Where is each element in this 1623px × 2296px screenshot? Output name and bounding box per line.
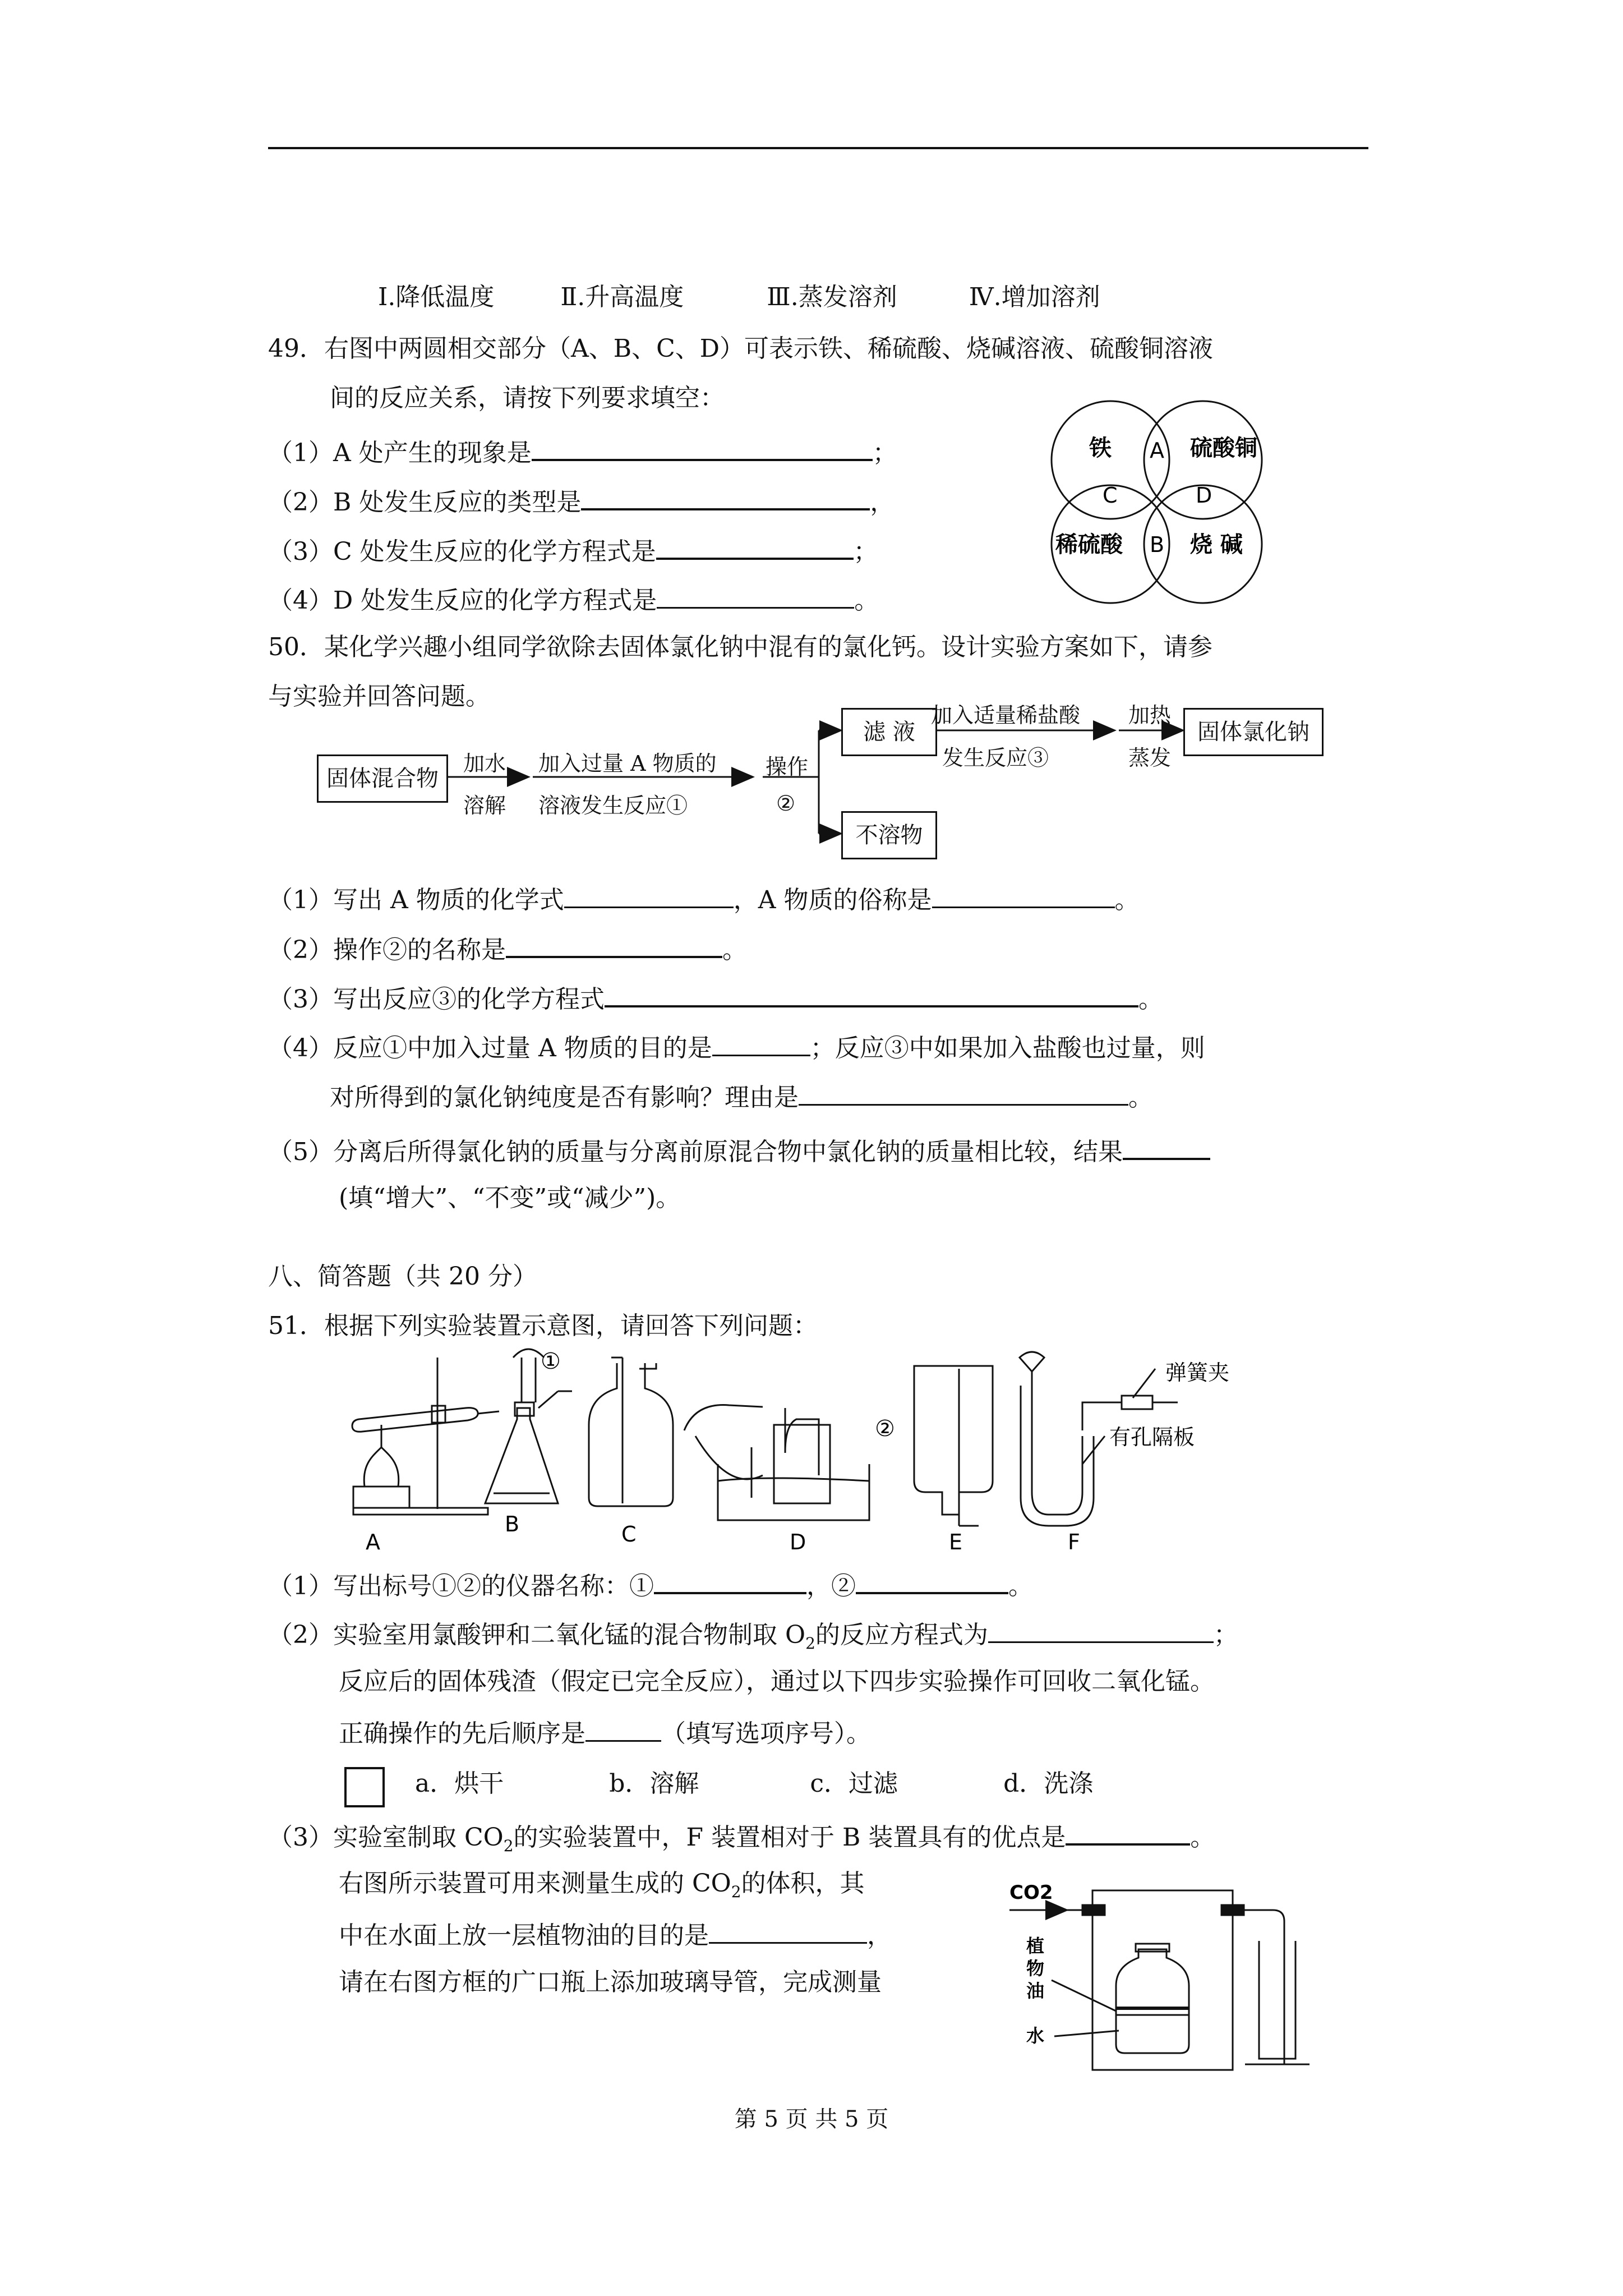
apparatus-label-c: C	[621, 1522, 637, 1547]
q50-item-1-text-b: ，A 物质的俗称是	[733, 886, 932, 914]
q50-answer-1b[interactable]	[932, 881, 1115, 908]
q51-item-3-line-2-text-b: 的体积，其	[741, 1869, 865, 1898]
apparatus-e	[914, 1366, 993, 1526]
venn-label-d: D	[1196, 483, 1212, 508]
q51-item-3-line-3-text-a: 中在水面上放一层植物油的目的是	[339, 1921, 709, 1950]
q51-item-2-line-2: 反应后的固体残渣（假定已完全反应），通过以下四步实验操作可回收二氧化锰。	[339, 1667, 1215, 1696]
q49-item-1-text: （1）A 处产生的现象是	[268, 439, 532, 467]
q51-step-a: a．烘干	[415, 1769, 504, 1798]
venn-label-caustic-soda: 烧 碱	[1190, 532, 1243, 558]
q51-item-3-line-2	[339, 1867, 865, 1909]
flow-step4-bottom: 发生反应③	[942, 746, 1049, 770]
q50-stem-1: 50．某化学兴趣小组同学欲除去固体氯化钠中混有的氯化钙。设计实验方案如下，请参	[268, 633, 1212, 661]
q50-answer-3[interactable]	[605, 979, 1138, 1007]
q50-item-1-text-a: （1）写出 A 物质的化学式	[268, 886, 564, 914]
q50-item-5-line-2: (填“增大”、“不变”或“减少”)。	[339, 1184, 681, 1212]
q51-step-b: b．溶解	[609, 1769, 699, 1798]
q51-item-1-text-a: （1）写出标号①②的仪器名称：①	[268, 1572, 654, 1600]
flow-step5-top: 加热	[1128, 703, 1172, 728]
q49-stem-2: 间的反应关系，请按下列要求填空：	[330, 384, 725, 412]
q50-item-3-text-a: （3）写出反应③的化学方程式	[268, 985, 605, 1014]
q50-item-2-text-b: 。	[722, 936, 747, 964]
q50-item-4-text-a: （4）反应①中加入过量 A 物质的目的是	[268, 1034, 712, 1062]
q51-stem: 51．根据下列实验装置示意图，请回答下列问题：	[268, 1312, 818, 1340]
q51-item-2-text-b: 的反应方程式为	[815, 1621, 988, 1649]
co2-measure-figure	[998, 1868, 1312, 2076]
q51-item-1-text-b: ，②	[806, 1572, 856, 1600]
q51-answer-1a[interactable]	[654, 1566, 806, 1594]
apparatus-label-e: E	[949, 1530, 963, 1554]
venn-label-b: B	[1150, 532, 1165, 557]
q51-item-3-text-a: （3）实验室制取 CO	[268, 1823, 504, 1852]
venn-label-a: A	[1150, 438, 1164, 463]
q51-answer-3a[interactable]	[1066, 1818, 1190, 1846]
q51-item-1-text-c: 。	[1008, 1572, 1033, 1600]
flow-step2-bottom: 溶液发生反应①	[538, 793, 688, 818]
page-footer: 第 5 页 共 5 页	[734, 2106, 889, 2132]
apparatus-label-circle-2: ②	[875, 1416, 895, 1442]
flow-step4-top: 加入适量稀盐酸	[931, 703, 1081, 728]
q51-item-3-line-2-text-a: 右图所示装置可用来测量生成的 CO	[339, 1869, 731, 1898]
q51-item-3-line-4: 请在右图方框的广口瓶上添加玻璃导管，完成测量	[339, 1968, 882, 1996]
co2-label: CO2	[1009, 1881, 1053, 1904]
apparatus-label-circle-1: ①	[541, 1349, 561, 1374]
apparatus-label-f: F	[1068, 1530, 1080, 1554]
q51-item-2	[268, 1616, 1238, 1660]
q50-item-4-line-2	[330, 1078, 1153, 1115]
q50-answer-1a[interactable]	[564, 881, 734, 908]
flow-arrows	[0, 0, 1623, 898]
q51-steps	[415, 1767, 1093, 1801]
flow-step3-bottom: ②	[776, 791, 796, 816]
measure-box	[1092, 1890, 1233, 2070]
q51-step-d: d．洗涤	[1003, 1769, 1094, 1798]
q51-item-2-sub: 2	[805, 1634, 815, 1653]
q50-item-5	[268, 1132, 1210, 1169]
flow-step1-top: 加水	[463, 751, 506, 776]
q50-item-1-text-c: 。	[1114, 886, 1140, 914]
q50-item-3-text-b: 。	[1138, 985, 1163, 1014]
q50-item-3	[268, 979, 1163, 1016]
q50-item-4	[268, 1029, 1205, 1065]
q49-item-3-end: ；	[853, 537, 878, 566]
oil-label-1: 植	[1026, 1935, 1045, 1957]
flow-start-box: 固体混合物	[317, 754, 448, 803]
q51-item-2-line-3-text-b: （填写选项序号）。	[661, 1719, 871, 1748]
q50-answer-2[interactable]	[506, 930, 722, 958]
option-i: Ⅰ.降低温度	[378, 283, 495, 311]
flow-insoluble-box: 不溶物	[841, 811, 937, 859]
q51-answer-1b[interactable]	[856, 1566, 1008, 1594]
apparatus-label-porous-plate: 有孔隔板	[1109, 1425, 1195, 1450]
q51-item-3-line-2-sub: 2	[731, 1882, 741, 1901]
q49-item-1-end: ；	[872, 439, 897, 467]
q49-stem-1: 49．右图中两圆相交部分（A、B、C、D）可表示铁、稀硫酸、烧碱溶液、硫酸铜溶液	[268, 334, 1214, 363]
apparatus-label-spring-clip: 弹簧夹	[1165, 1360, 1230, 1385]
answer-box[interactable]	[344, 1767, 385, 1807]
q50-answer-4b[interactable]	[799, 1078, 1128, 1106]
option-iv: Ⅳ.增加溶剂	[969, 283, 1100, 311]
venn-label-copper-sulfate: 硫酸铜	[1190, 435, 1257, 461]
flow-step3-top: 操作	[766, 754, 809, 779]
oil-label-3: 油	[1026, 1980, 1045, 2001]
q49-item-4-text: （4）D 处发生反应的化学方程式是	[268, 586, 657, 615]
apparatus-label-d: D	[790, 1530, 806, 1554]
q50-item-4-text-b: ；反应③中如果加入盐酸也过量，则	[810, 1034, 1205, 1062]
q49-item-2-end: ，	[870, 488, 895, 517]
apparatus-c	[589, 1358, 673, 1506]
option-ii: Ⅱ.升高温度	[560, 283, 684, 311]
flow-end-box: 固体氯化钠	[1183, 708, 1324, 756]
q51-item-2-line-3-text-a: 正确操作的先后顺序是	[339, 1719, 585, 1748]
oil-label-2: 物	[1026, 1958, 1045, 1979]
q49-item-3-text: （3）C 处发生反应的化学方程式是	[268, 537, 656, 566]
q50-answer-4a[interactable]	[712, 1029, 810, 1056]
venn-label-c: C	[1103, 483, 1118, 508]
apparatus-label-b: B	[505, 1512, 520, 1536]
apparatus-d	[684, 1405, 869, 1520]
q50-item-4-text-c: 对所得到的氯化钠纯度是否有影响？理由是	[330, 1083, 799, 1112]
q51-apparatus-figure	[336, 1346, 1318, 1554]
flow-step1-bottom: 溶解	[463, 793, 506, 818]
q51-item-3-sub: 2	[503, 1836, 514, 1855]
q51-step-c: c．过滤	[810, 1769, 898, 1798]
venn-label-sulfuric-acid: 稀硫酸	[1055, 532, 1123, 558]
q50-answer-5[interactable]	[1123, 1132, 1210, 1160]
q49-item-4-end: 。	[854, 586, 879, 615]
q51-item-3-text-b: 的实验装置中，F 装置相对于 B 装置具有的优点是	[513, 1823, 1066, 1852]
flow-filtrate-box: 滤 液	[841, 708, 937, 756]
q50-item-4-text-d: 。	[1128, 1083, 1153, 1112]
q51-item-3-text-c: 。	[1190, 1823, 1215, 1852]
q50-item-5-text-a: （5）分离后所得氯化钠的质量与分离前原混合物中氯化钠的质量相比较，结果	[268, 1138, 1123, 1166]
q51-item-1	[268, 1566, 1033, 1603]
option-iii: Ⅲ.蒸发溶剂	[767, 283, 897, 311]
q51-answer-3b[interactable]	[709, 1916, 867, 1944]
water-label: 水	[1026, 2025, 1045, 2046]
q51-item-3-line-3-text-b: ，	[867, 1921, 892, 1950]
apparatus-label-a: A	[366, 1530, 380, 1554]
q50-item-1	[268, 881, 1140, 917]
q49-item-2-text: （2）B 处发生反应的类型是	[268, 488, 582, 517]
q51-item-2-text-c: ；	[1213, 1621, 1238, 1649]
q51-item-3-line-3	[339, 1916, 892, 1953]
q51-answer-2a[interactable]	[988, 1616, 1214, 1643]
section-8-heading: 八、简答题（共 20 分）	[268, 1262, 537, 1291]
flow-step2-top: 加入过量 A 物质的	[538, 751, 717, 776]
q51-item-2-text-a: （2）实验室用氯酸钾和二氧化锰的混合物制取 O	[268, 1621, 806, 1649]
q50-stem-2: 与实验并回答问题。	[268, 682, 490, 711]
q50-item-2	[268, 930, 747, 967]
q51-item-2-line-3	[339, 1714, 871, 1751]
apparatus-a	[352, 1358, 499, 1515]
flow-step5-bottom: 蒸发	[1128, 746, 1172, 770]
q50-item-2-text-a: （2）操作②的名称是	[268, 936, 506, 964]
venn-label-iron: 铁	[1089, 435, 1112, 461]
q51-item-3	[268, 1818, 1215, 1863]
q51-answer-2b[interactable]	[585, 1714, 661, 1742]
